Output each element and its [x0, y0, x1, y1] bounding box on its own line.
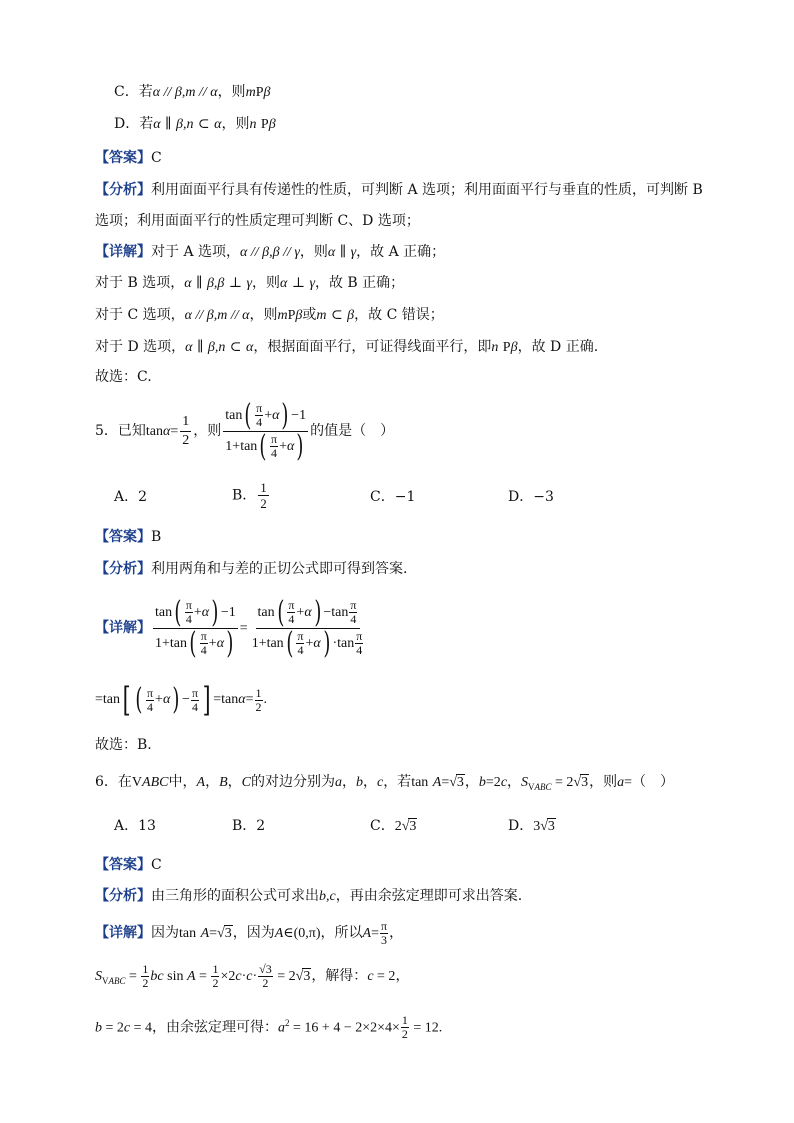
- q4-analysis-line2: 选项；利用面面平行的性质定理可判断 C、D 选项；: [95, 213, 420, 229]
- q4-option-c: C．若α // β,m // α，则mPβ: [114, 84, 271, 100]
- q6-option-b: B．2: [232, 818, 266, 834]
- q6-option-d: D．3√3: [508, 818, 555, 834]
- q5-option-c: C．−1: [370, 489, 416, 505]
- q5-stem-frac-half: $\frac{1}{2}$: [182, 413, 190, 448]
- q5-detail-line2: =tan [ ( $\frac{\pi}{4}$ + α ) − $\frac{\pi}{4}$ ] =tan α = $\frac{1}{2}$ .: [95, 680, 268, 720]
- q6-answer: 【答案】C: [95, 857, 162, 873]
- q6-analysis: 【分析】由三角形的面积公式可求出b,c，再由余弦定理即可求出答案.: [95, 888, 523, 904]
- q5-stem: 5．已知tanα= $\frac{1}{2}$ ，则 tan ( $\frac{\pi}{4}$ + α ) −1 1+tan ( $\frac{\pi}{4}$ + α ) 的值是（ ）: [95, 397, 395, 464]
- q5-option-b: B． $\frac{1}{2}$: [232, 480, 267, 511]
- q6-detail-line3: b = 2c = 4，由余弦定理可得：$a^2 = 16 + 4 - 2\times 2\times 4\times$ $\frac{1}{2}$ = 12.: [95, 1013, 443, 1042]
- q6-stem: 6．在VABC中，A，B，C的对边分别为a，b，c，若tan A=√3，b=2c，$S_{VABC} = 2√3$，则a=（ ）: [95, 774, 675, 792]
- q6-option-a: A．13: [114, 818, 156, 834]
- q4-option-d: D．若α ∥ β,n ⊂ α，则n Pβ: [114, 116, 276, 132]
- q4-analysis-line1: 【分析】利用面面平行具有传递性的性质，可判断 A 选项；利用面面平行与垂直的性质，可判断 B: [95, 182, 703, 198]
- q6-detail-line1: 【详解】因为tan A=√3，因为A∈(0,π)，所以A= $\frac{\pi}{3}$ ，: [95, 918, 404, 947]
- q5-stem-big-frac: tan ( $\frac{\pi}{4}$ + α ) −1 1+tan ( $\frac{\pi}{4}$ + α ): [225, 397, 307, 464]
- q5-conclusion: 故选：B.: [95, 737, 152, 753]
- q4-detail-b: 对于 B 选项，α ∥ β,β ⊥ γ，则α ⊥ γ，故 B 正确；: [95, 275, 405, 291]
- q6-detail-line2: $S_{VABC}$ = $\frac{1}{2}$ bc sin A = $\frac{1}{2}$ ×2c·c· $\frac{√3}{2}$ = 2√3，解得：c = 2，: [95, 961, 410, 990]
- q5-detail-rhs-frac: tan ( $\frac{\pi}{4}$ + α ) −tan $\frac{\pi}{4}$ 1+tan ( $\frac{\pi}{4}$ + α ) ·tan $\frac{\pi}{4}$: [251, 594, 363, 661]
- q4-detail-a: 【详解】对于 A 选项，α // β,β // γ，则α ∥ γ，故 A 正确；: [95, 244, 446, 260]
- q6-option-c: C．2√3: [370, 818, 417, 834]
- q5-analysis: 【分析】利用两角和与差的正切公式即可得到答案.: [95, 561, 408, 577]
- q5-option-a: A．2: [114, 489, 148, 505]
- q4-detail-c: 对于 C 选项，α // β,m // α，则mPβ或m ⊂ β，故 C 错误；: [95, 307, 444, 323]
- q5-detail-lhs-frac: tan ( $\frac{\pi}{4}$ + α ) −1 1+tan ( $\frac{\pi}{4}$ + α ): [155, 594, 236, 661]
- q4-detail-d: 对于 D 选项，α ∥ β,n ⊂ α，根据面面平行，可证得线面平行，即n Pβ，故 D 正确.: [95, 339, 599, 355]
- q4-conclusion: 故选：C.: [95, 369, 152, 385]
- q5-detail-line1: 【详解】 tan ( $\frac{\pi}{4}$ + α ) −1 1+tan ( $\frac{\pi}{4}$ + α ) = tan ( $\frac{\pi}{4}$ + α ) −tan $\frac{\pi}{4}$ 1+tan ( $\frac{\pi}{4}$ + α ) ·tan $\frac{\pi}{4}$: [95, 592, 368, 666]
- q5-option-d: D．−3: [508, 489, 554, 505]
- q4-answer: 【答案】C: [95, 150, 162, 166]
- q5-answer: 【答案】B: [95, 529, 162, 545]
